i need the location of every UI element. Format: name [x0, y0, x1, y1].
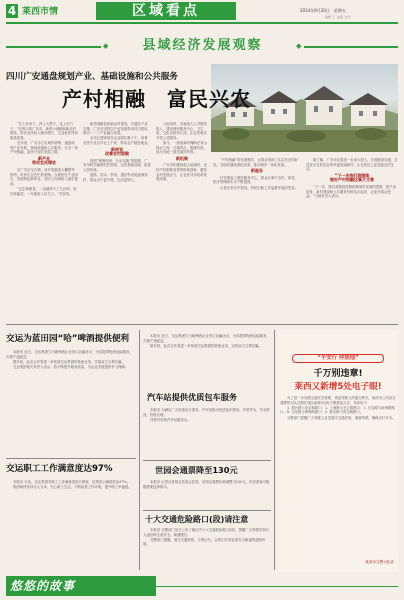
col5-subhead-1: “下一步我们将继续: [334, 172, 370, 178]
article-3-divider: [143, 460, 271, 461]
notice-title-2: 莱西又新增5处电子眼!: [294, 382, 382, 392]
article-5-title: 十大交通危险路口(段)请注意: [145, 515, 249, 524]
col2-subhead-1: 新规划: [111, 146, 123, 152]
date-line: 2014年9月20日 星期五: [300, 8, 346, 13]
notice-slogan: “平安行 你我他”: [317, 355, 359, 361]
lead-col-4: “产村相融”的发展模式，让群众得到了实实在在的好处。当地将继续深化改革，推动城乡一体化发展。 新服务 村里建起了便民服务中心，群众办事不出村，养老、医疗等保障水平不断提高。 记者在采访中看到，村民们脸上洋溢着幸福的笑容。: [213, 158, 301, 318]
notice-title-1: 千万别违章!: [313, 369, 363, 379]
bottom-logo: 悠悠的故事: [10, 579, 76, 593]
col1-subhead-2: 带动农民增收: [32, 160, 56, 166]
section-divider: [6, 324, 398, 325]
lead-headline: 产村相融 富民兴农: [62, 87, 251, 111]
article-3-title: 汽车站提供优质包车服务: [147, 392, 238, 402]
col2-subhead-2: 改善农村面貌: [105, 151, 129, 157]
lead-kicker: 四川广安通盘规划产业、基础设施和公共服务: [6, 72, 178, 82]
masthead: [0, 0, 404, 32]
article-1-title: 交运为蓝田园“哈”啤酒提供便利: [6, 334, 130, 344]
notice-body: 为了进一步加强交通安全管理，规范驾驶人的通行秩序，莱西市公安局交通警察大队近期在城区新增5处电子眼抓拍点位，具体如下： 1. 烟台路与北京路路口；2. 上海路与长江路路口；3. 石岛路与威海路路口；4. 文化路与黄海路路口；5. 重庆路与青岛路路口。 交警部门提醒广大驾驶人自觉遵守交通法规，谨慎驾驶，确保出行安全。: [280, 396, 396, 420]
editor-line: 编辑 王 ·美编 ·校对: [325, 15, 351, 19]
lead-col-2: 新型城镇化和新农村建设，关键在产业支撑。广安市坚持以产业发展带动村庄建设，推动一二三产业融合发展。 全市已建成现代农业园区数十个，培育农民专业合作社上千家，带动农户就近就业。 新规划 改善农村面貌 按照“统筹规划、分步实施”的思路，广安市科学编制村庄规划，完善基础设施，改善人居环境。 道路、供水、供电、通信等设施延伸到村，群众出行更方便，生活更舒心。: [83, 122, 151, 182]
col3-subhead: 新机制: [176, 155, 188, 161]
article-3-body: 本报讯 为满足广大旅客出行需求，汽车站推出优质包车服务，车型齐全，安全舒适，价格合理。 详情可咨询汽车站服务台。: [143, 408, 270, 422]
lead-col-5: 据了解，广安市还将进一步加大投入，完善配套设施，打造更多宜居宜业的幸福美丽新村，让农民过上更加富足的生活。 “下一步我们将继续 做好产村相融这篇大文章 “下一步，我们将继续按照统筹城乡发展的思路，把产业培育、新村建设和公共服务有机结合起来，让更多群众受益。”当地负责人表示。: [306, 158, 398, 199]
col5-subhead-2: 做好产村相融这篇大文章: [330, 177, 374, 183]
article-4-body: 本报讯 记者从世园会执委会获悉，世园会通票价格调整为130元，市民游客可根据需要选择购买。: [143, 480, 270, 489]
lead-col-1: “住上好房子，挣上大票子，过上好日子。”在四川省广安市，新型小城镇和新农村建设，带动农民收入稳步增长，生活条件得到明显改善。 近年来，广安市立足城乡统筹，通盘规划产业发展、基础设施和公共服务，走出一条产村相融、富民兴农的发展之路。 新产业 带动农民增收 在广安区龙台镇，成片的蔬菜大棚整齐排列，村民们正在忙着采摘。当地依托产业园区，发展特色种养业，农民人均纯收入逐年提高。 “过去种粮食，一亩地挣不了几百块；现在种蔬菜，一年能收入好几万。”村民说。: [10, 122, 78, 196]
article-2-body: 本报讯 日前，交运集团对职工工作满意度进行调查，结果显示满意度达97%。 集团始终坚持以人为本，关心职工生活，不断改善工作环境，提升职工幸福感。: [13, 480, 132, 490]
banner-dot-right: ◆: [296, 42, 302, 50]
section-name: 莱西市情: [22, 7, 59, 17]
article-5-body: 本报讯 交警部门近日公布了辖区内十大交通危险路口(段)，提醒广大驾驶员和行人途经时注意安全，减速慢行。 交警部门提醒，遵守交通规则，文明出行，让我们共同营造安全畅通的道路环境。: [143, 528, 270, 547]
page-number: 4: [7, 4, 17, 18]
article-col-1: [6, 328, 136, 573]
banner: [6, 38, 398, 54]
lead-col-3: 与此同时，各地加大公共服务投入，建设便民服务中心、卫生室、文化室和幼儿园，让农民就近享受公共服务。 如今，一座座新村掩映在青山绿水之间，白墙青瓦，错落有致，成为当地一道亮丽的风景。 新机制 广安市积极探索土地流转、农村产权制度改革等机制创新，激发农村发展活力，让农民共享改革发展成果。: [156, 122, 208, 182]
article-4-title: 世园会通票降至130元: [155, 465, 238, 475]
article-intro-body: 本报讯 近日，交运集团与当地啤酒企业签订运输协议，为其提供物流运输服务，方便产品配送。 据介绍，此次合作将进一步拓展交运集团的物流业务，实现双方互利共赢。: [143, 334, 270, 348]
traffic-notice: [278, 330, 398, 572]
col-rule-1: [139, 330, 140, 570]
article-4-divider: [143, 510, 271, 511]
banner-line-right: [304, 46, 398, 48]
banner-dot-left: ◆: [103, 42, 109, 50]
lead-story: [6, 58, 398, 320]
bottom-rule: [156, 586, 398, 587]
notice-footer: 莱西市交警大队宣: [365, 560, 394, 564]
col4-subhead: 新服务: [251, 168, 263, 174]
col1-subhead-1: 新产业: [38, 155, 50, 161]
banner-title: 县域经济发展观察: [142, 38, 263, 53]
masthead-rule: [6, 22, 398, 24]
article-col-2: [143, 328, 271, 573]
article-1-divider: [6, 458, 136, 459]
col-rule-2: [274, 330, 275, 570]
page-title: 区域看点: [132, 3, 200, 19]
banner-line-left: [6, 46, 101, 48]
article-1-body: 本报讯 近日，交运集团与当地啤酒企业签订运输协议，为其提供物流运输服务，方便产品配送。 据介绍，此次合作将进一步拓展交运集团的物流业务，实现双方互利共赢。 交运集团相关负责人表示，将不断提升服务质量，为企业发展提供有力保障。: [6, 350, 133, 369]
article-2-title: 交运职工工作满意度达97%: [6, 464, 113, 474]
